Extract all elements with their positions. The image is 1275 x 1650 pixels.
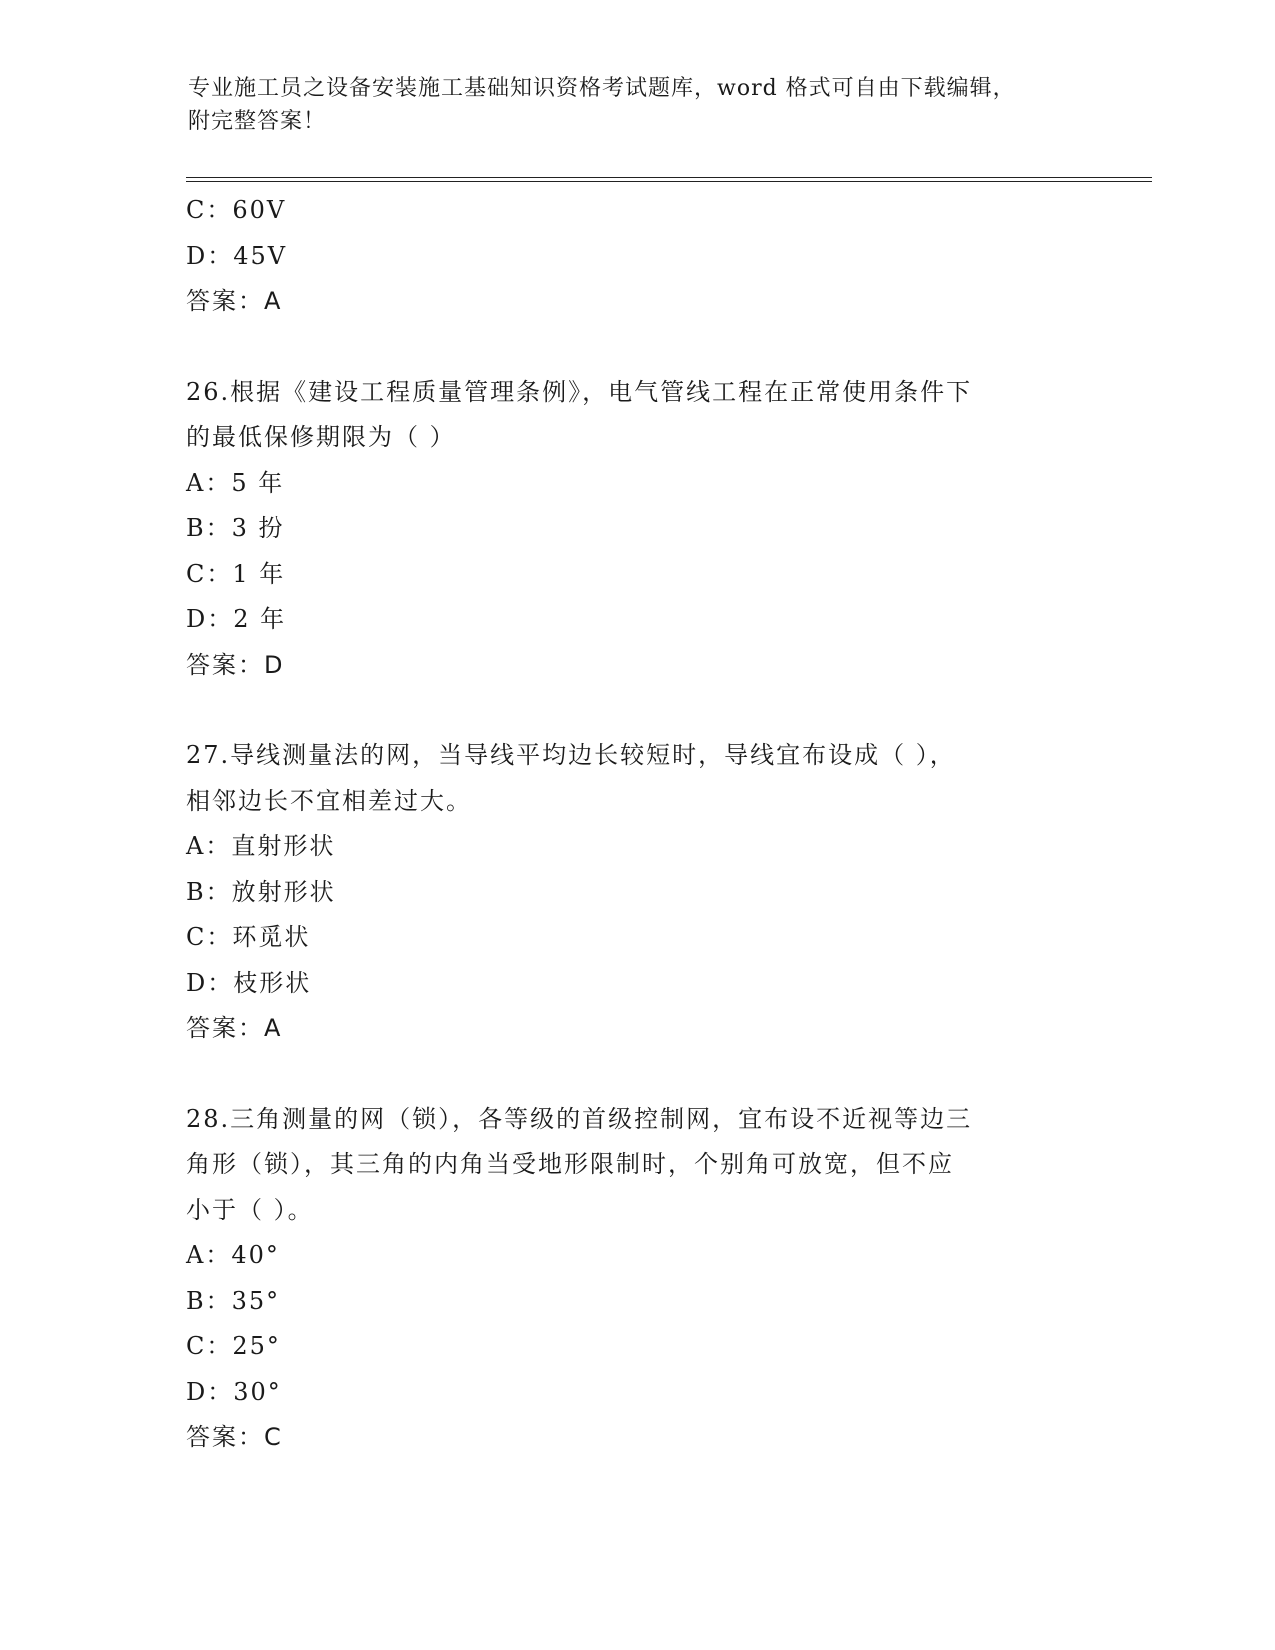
option-d: D：枝形状 <box>186 968 312 997</box>
option-b: B：放射形状 <box>186 877 336 906</box>
question-26 <box>186 370 1086 689</box>
spacer <box>186 325 1086 370</box>
question-stem-line: 28.三角测量的网（锁），各等级的首级控制网，宜布设不近视等边三 <box>186 1104 973 1133</box>
option-b: B：3 扮 <box>186 514 285 542</box>
header-line-2: 附完整答案！ <box>188 109 327 134</box>
header-line-1: 专业施工员之设备安装施工基础知识资格考试题库，word 格式可自由下载编辑， <box>188 76 1016 101</box>
question-stem-line: 的最低保修期限为（ ） <box>186 423 456 451</box>
question-27 <box>186 733 1086 1052</box>
spacer <box>186 688 1086 733</box>
question-content <box>186 188 1086 1461</box>
question-stem-line: 小于（ ）。 <box>186 1195 314 1224</box>
question-stem-line: 角形（锁），其三角的内角当受地形限制时，个别角可放宽，但不应 <box>186 1150 954 1178</box>
option-b: B：35° <box>186 1286 281 1315</box>
question-stem-line: 27.导线测量法的网，当导线平均边长较短时，导线宜布设成（ ）， <box>186 741 956 769</box>
option-d: D：2 年 <box>186 605 287 633</box>
answer-line: 答案：A <box>186 287 283 315</box>
option-c: C：25° <box>186 1332 281 1360</box>
option-d: D：45V <box>186 241 288 270</box>
option-a: A：40° <box>186 1241 280 1269</box>
option-c: C：60V <box>186 196 287 224</box>
answer-line: 答案：D <box>186 650 285 679</box>
option-d: D：30° <box>186 1377 282 1406</box>
option-c: C：环觅状 <box>186 923 311 951</box>
option-c: C：1 年 <box>186 559 286 588</box>
option-a: A：5 年 <box>186 468 285 497</box>
header-divider <box>186 177 1152 182</box>
question-28 <box>186 1097 1086 1461</box>
spacer <box>186 1052 1086 1097</box>
question-stem-line: 相邻边长不宜相差过大。 <box>186 786 472 815</box>
answer-line: 答案：C <box>186 1423 283 1451</box>
answer-line: 答案：A <box>186 1014 283 1042</box>
option-a: A：直射形状 <box>186 832 336 860</box>
document-header <box>188 72 1068 138</box>
question-stem-line: 26.根据《建设工程质量管理条例》，电气管线工程在正常使用条件下 <box>186 377 973 406</box>
